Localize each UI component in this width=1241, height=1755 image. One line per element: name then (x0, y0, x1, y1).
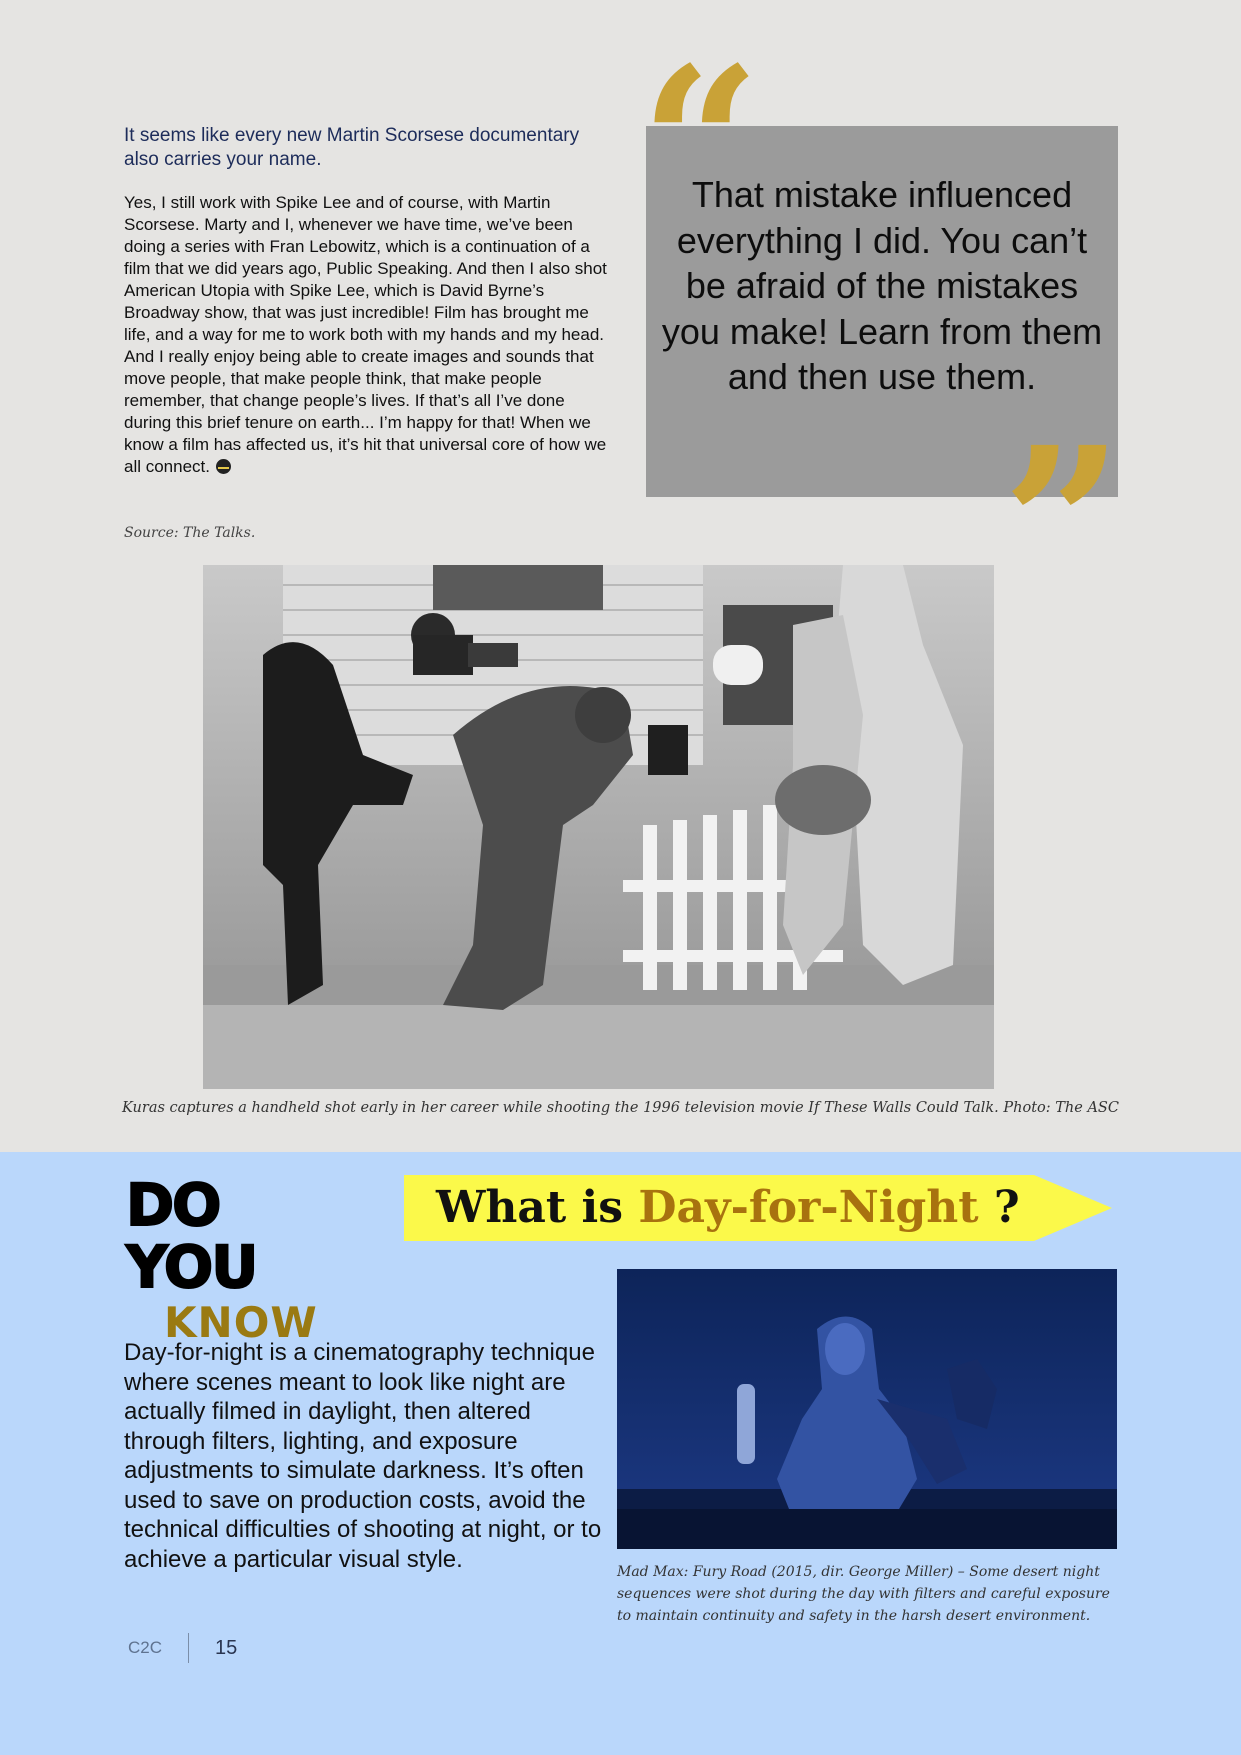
globe-icon (216, 459, 231, 474)
footer-divider (188, 1633, 189, 1663)
day-for-night-heading (436, 1180, 1020, 1236)
day-for-night-description: Day-for-night is a cinematography technique where scenes meant to look like night are actually filmed in daylight, then altered through filters, lighting, and exposure adjustments to simulate darkness. It’s often used to save on production costs, avoid the technical difficulties of shooting at night, or to achieve a particular visual style. (124, 1339, 602, 1573)
still-illustration (617, 1269, 1117, 1549)
mad-max-still (617, 1269, 1117, 1549)
photo2-caption: Mad Max: Fury Road (2015, dir. George Miller) – Some desert night sequences were shot during the day with filters and careful exposure to maintain continuity and safety in the harsh desert environment. (617, 1564, 1110, 1624)
heading-highlight: Day-for-Night (638, 1182, 979, 1233)
open-quote-icon: “ (640, 21, 761, 268)
heading-suffix: ? (978, 1182, 1020, 1233)
photo1-caption: Kuras captures a handheld shot early in her career while shooting the 1996 television movie If These Walls Could Talk. Photo: The ASC (122, 1100, 1119, 1116)
photo-illustration (203, 565, 994, 1089)
did-you-know-line1: DO YOU (126, 1171, 257, 1301)
answer-text: Yes, I still work with Spike Lee and of course, with Martin Scorsese. Marty and I, whenever we have time, we’ve been doing a series with Fran Lebowitz, which is a continuation of a film that we did years ago, Public Speaking. And then I also shot American Utopia with Spike Lee, which is David Byrne’s Broadway show, that was just incredible! Film has brought me life, and a way for me to work both with my hands and my head. And I really enjoy being able to create images and sounds that move people, that make people think, that make people remember, that change people’s lives. If that’s all I’ve done during this brief tenure on earth... I’m happy for that! When we know a film has affected us, it’s hit that universal core of how we all connect. (124, 193, 607, 476)
page-footer (128, 1633, 237, 1663)
pullquote-text: That mistake influenced everything I did. You can’t be afraid of the mistakes you make! Learn from them and then use them. (661, 174, 1103, 397)
did-you-know-logo (126, 1171, 366, 1347)
did-you-know-line2: KNOW (164, 1298, 318, 1347)
interview-question: It seems like every new Martin Scorsese documentary also carries your name. (124, 125, 580, 170)
heading-prefix: What is (436, 1182, 639, 1233)
interview-answer (124, 192, 610, 478)
source-credit: Source: The Talks. (124, 525, 256, 541)
page-number: 15 (215, 1636, 238, 1659)
magazine-name: C2C (128, 1638, 163, 1657)
camera-operators-photo (203, 565, 994, 1089)
close-quote-icon: ” (1002, 401, 1123, 648)
